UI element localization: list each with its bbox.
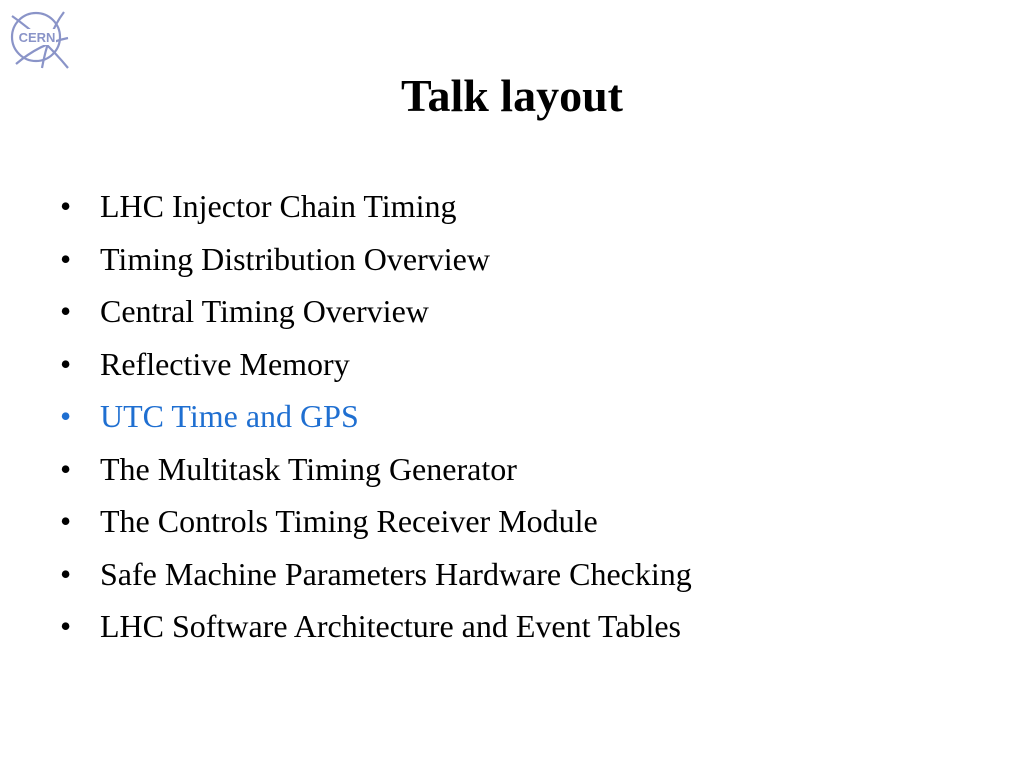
bullet-icon: •: [60, 293, 72, 329]
list-item: [58, 285, 692, 338]
agenda-list: [58, 180, 692, 653]
list-item-label: Timing Distribution Overview: [100, 240, 490, 277]
list-item: [58, 443, 692, 496]
bullet-icon: •: [60, 450, 72, 487]
bullet-icon: •: [60, 503, 72, 539]
list-item-label: LHC Injector Chain Timing: [100, 188, 457, 224]
list-item-label: The Controls Timing Receiver Module: [100, 503, 598, 539]
bullet-icon: •: [60, 555, 72, 592]
bullet-icon: •: [60, 398, 72, 434]
slide-title: Talk layout: [400, 70, 623, 121]
bullet-icon: •: [60, 240, 72, 277]
list-item: [58, 548, 692, 601]
bullet-icon: •: [60, 188, 72, 224]
list-item: [58, 338, 692, 391]
logo-text: CERN: [18, 30, 56, 45]
list-item: [58, 233, 692, 286]
list-item-label: Safe Machine Parameters Hardware Checking: [100, 555, 692, 592]
bullet-icon: •: [60, 608, 72, 644]
list-item: [58, 180, 692, 233]
cern-logo-icon: [6, 6, 72, 72]
list-item-label: The Multitask Timing Generator: [100, 450, 517, 487]
list-item: [58, 495, 692, 548]
list-item: [58, 390, 692, 443]
list-item-label: UTC Time and GPS: [100, 398, 359, 434]
bullet-icon: •: [60, 345, 72, 382]
list-item-label: Central Timing Overview: [100, 293, 429, 329]
list-item: [58, 600, 692, 653]
list-item-label: Reflective Memory: [100, 345, 350, 382]
list-item-label: LHC Software Architecture and Event Tables: [100, 608, 681, 644]
